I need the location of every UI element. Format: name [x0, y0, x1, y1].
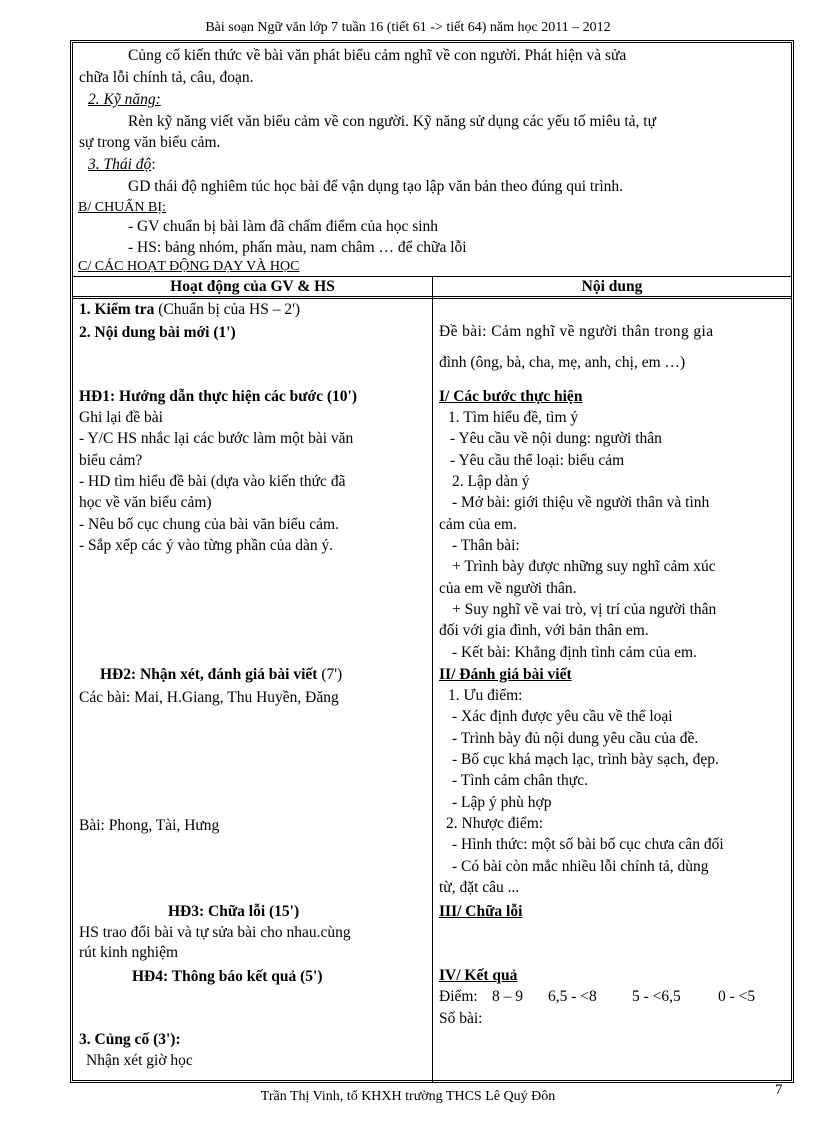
page-header: Bài soạn Ngữ văn lớp 7 tuần 16 (tiết 61 -> tiết 64) năm học 2011 – 2012	[205, 20, 611, 35]
section-2-line: - Bố cục khá mạch lạc, trình bày sạch, đẹp.	[452, 751, 719, 768]
attitude-heading-text: 3. Thái độ	[88, 156, 152, 173]
hd2-line: Bài: Phong, Tài, Hưng	[79, 817, 220, 834]
prep-gv: - GV chuẩn bị bài làm đã chấm điểm của học sinh	[128, 218, 439, 235]
page-number: 7	[775, 1082, 783, 1098]
check-label: 1. Kiểm tra	[79, 301, 155, 318]
hd2-time: (7')	[317, 666, 343, 683]
attitude-line: GD thái độ nghiêm túc học bài để vận dụng tạo lập văn bản theo đúng qui trình.	[128, 178, 624, 195]
section-2-line: 1. Ưu điểm:	[448, 687, 523, 704]
topic-line-1: Đề bài: Cảm nghĩ về người thân trong gia	[439, 323, 714, 340]
section-1-line: - Kết bài: Khẳng định tình cảm của em.	[452, 644, 697, 661]
new-lesson-heading: 2. Nội dung bài mới (1')	[79, 324, 236, 341]
section-1-line: 2. Lập dàn ý	[452, 473, 530, 490]
section-1-line: + Trình bày được những suy nghĩ cảm xúc	[452, 558, 716, 575]
score-range: 5 - <6,5	[632, 988, 681, 1005]
section-1-line: của em về người thân.	[439, 580, 577, 597]
section-1-line: 1. Tìm hiểu đề, tìm ý	[448, 409, 579, 426]
col-left-header: Hoạt động của GV & HS	[170, 278, 335, 295]
count-label: Số bài:	[439, 1010, 483, 1027]
prep-hs: - HS: bảng nhóm, phấn màu, nam châm … để chữa lỗi	[128, 239, 467, 256]
hd1-line: - Sắp xếp các ý vào từng phần của dàn ý.	[79, 537, 334, 554]
section-4-title: IV/ Kết quả	[439, 967, 518, 984]
hd2-title	[100, 665, 342, 685]
page-footer: Trần Thị Vinh, tổ KHXH trường THCS Lê Quý Đôn	[260, 1089, 556, 1104]
score-range: 6,5 - <8	[548, 988, 597, 1005]
section-1-line: cảm của em.	[439, 516, 517, 533]
section-1-title: I/ Các bước thực hiện	[439, 388, 583, 405]
prep-heading: B/ CHUẨN BỊ:	[78, 200, 166, 215]
col-right-header: Nội dung	[581, 278, 643, 295]
hd4-title: HĐ4: Thông báo kết quả (5')	[132, 968, 323, 985]
hd3-line: HS trao đổi bài và tự sửa bài cho nhau.cùng	[79, 924, 351, 941]
check-line	[79, 300, 300, 320]
section-1-line: - Yêu cầu về nội dung: người thân	[450, 430, 662, 447]
hd1-line: học về văn biểu cảm)	[79, 494, 212, 511]
section-2-line: 2. Nhược điểm:	[446, 815, 544, 832]
hd2-line: Các bài: Mai, H.Giang, Thu Huyền, Đăng	[79, 689, 339, 706]
section-1-line: đối với gia đình, với bản thân em.	[439, 622, 649, 639]
hd2-title-text: HĐ2: Nhận xét, đánh giá bài viết	[100, 666, 318, 683]
section-1-line: - Yêu cầu thể loại: biểu cảm	[450, 452, 625, 469]
consolidate-line: Nhận xét giờ học	[86, 1052, 193, 1069]
attitude-heading	[88, 155, 156, 175]
hd1-line: biểu cảm?	[79, 452, 143, 469]
scores-label: Điểm:	[439, 988, 478, 1005]
section-2-line: - Xác định được yêu cầu về thể loại	[452, 708, 673, 725]
skills-line-2: sự trong văn biểu cảm.	[79, 134, 221, 151]
section-1-line: - Thân bài:	[452, 537, 520, 554]
consolidate-heading: 3. Củng cố (3'):	[79, 1031, 181, 1048]
section-2-line: - Trình bày đủ nội dung yêu cầu của đề.	[452, 730, 699, 747]
activities-heading: C/ CÁC HOẠT ĐỘNG DẠY VÀ HỌC	[78, 259, 300, 274]
section-2-title: II/ Đánh giá bài viết	[439, 666, 572, 683]
skills-line-1: Rèn kỹ năng viết văn biểu cảm về con người. Kỹ năng sử dụng các yếu tố miêu tả, tự	[128, 113, 656, 130]
section-2-line: từ, đặt câu ...	[439, 879, 520, 896]
section-2-line: - Có bài còn mắc nhiều lỗi chính tả, dùng	[452, 858, 709, 875]
hd1-title: HĐ1: Hướng dẫn thực hiện các bước (10')	[79, 388, 358, 405]
section-2-line: - Tình cảm chân thực.	[452, 772, 588, 789]
hd1-line: - Y/C HS nhắc lại các bước làm một bài văn	[79, 430, 354, 447]
section-2-line: - Lập ý phù hợp	[452, 794, 552, 811]
table-column-divider	[432, 276, 433, 1082]
topic-line-2: đình (ông, bà, cha, mẹ, anh, chị, em …)	[439, 354, 686, 371]
section-1-line: - Mở bài: giới thiệu về người thân và tình	[452, 494, 710, 511]
hd1-line: - HD tìm hiểu đề bài (dựa vào kiến thức đã	[79, 473, 346, 490]
attitude-colon: :	[151, 156, 156, 173]
score-range: 8 – 9	[492, 988, 523, 1005]
hd3-title: HĐ3: Chữa lỗi (15')	[168, 903, 300, 920]
intro-line-1: Củng cố kiến thức về bài văn phát biểu cảm nghĩ về con người. Phát hiện và sửa	[128, 47, 627, 64]
section-2-line: - Hình thức: một số bài bố cục chưa cân đối	[452, 836, 724, 853]
check-detail: (Chuẩn bị của HS – 2')	[154, 301, 301, 318]
hd3-line: rút kinh nghiệm	[79, 944, 179, 961]
skills-heading: 2. Kỹ năng:	[88, 91, 161, 108]
score-range: 0 - <5	[718, 988, 756, 1005]
hd1-line: - Nêu bố cục chung của bài văn biểu cảm.	[79, 516, 339, 533]
section-1-line: + Suy nghĩ về vai trò, vị trí của người thân	[452, 601, 717, 618]
section-3-title: III/ Chữa lỗi	[439, 903, 523, 920]
intro-line-2: chữa lỗi chính tả, câu, đoạn.	[79, 69, 254, 86]
hd1-line: Ghi lại đề bài	[79, 409, 163, 426]
